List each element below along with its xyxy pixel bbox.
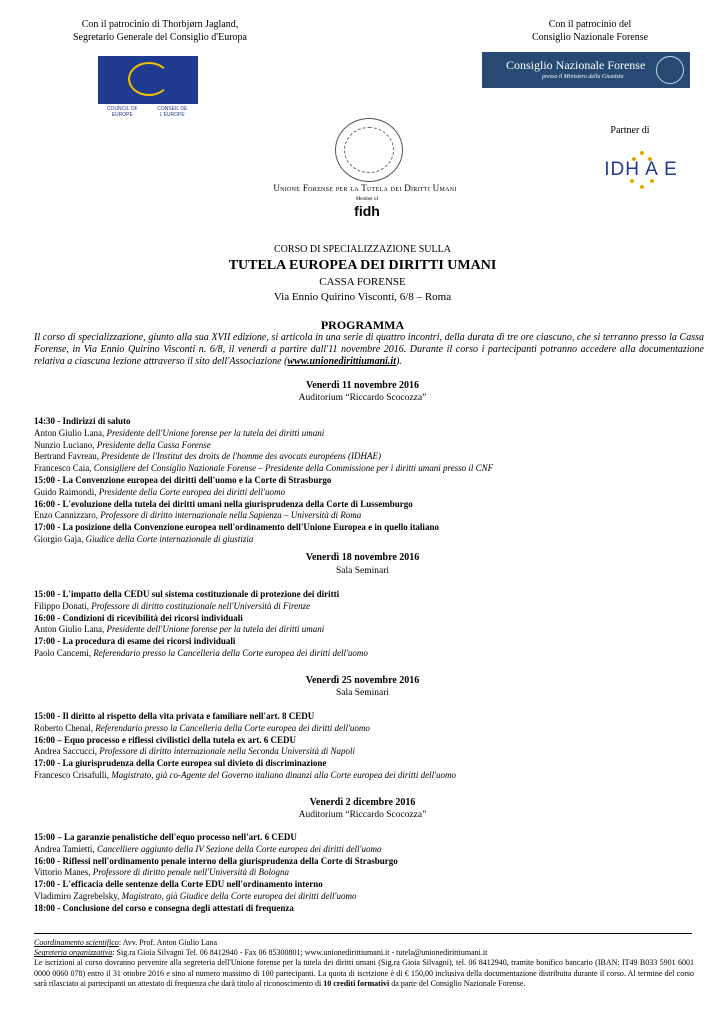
session-title: 17:00 - L'efficacia delle sentenze della Corte EDU nell'ordinamento interno (34, 879, 323, 890)
patronage-left-line2: Segretario Generale del Consiglio d'Europa (73, 32, 247, 43)
session-line (34, 879, 714, 891)
footer-divider (34, 933, 692, 934)
speaker-line (34, 770, 714, 782)
speaker-role: Professore di diritto costituzionale nell'Università di Firenze (91, 600, 311, 611)
patronage-right-line1: Con il patrocinio del (548, 19, 632, 30)
registration-text: Le iscrizioni al corso dovranno pervenire alla segreteria dell'Unione forense per la tutela dei diritti umani (Sig.ra Gioia Silvagni), tel. 06 8412940, tramite bonifico bancario (IBAN: IT49 B033 5901 6001 0000 0060 078) entro il 31 ottobre 2016 e sino al numero massimo di 100 partecipanti. La quota di iscrizione è di € 150,00 inclusiva della documentazione distribuita durante il corso. Al termine del corso sarà rilasciato ai partecipanti un attestato di frequenza che darà titolo al riconoscimento di (34, 958, 694, 988)
speaker-role: Professore di diritto internazionale nella Seconda Università di Napoli (99, 746, 356, 757)
speaker-name: Vittorio Manes, (34, 867, 93, 878)
speaker-name: Andrea Saccucci, (34, 746, 100, 757)
course-address: Via Ennio Quirino Visconti, 6/8 – Roma (273, 291, 452, 303)
day-venue: Sala Seminari (335, 688, 390, 698)
speaker-name: Enzo Cannizzaro, (34, 510, 101, 521)
idhae-star-icon (640, 151, 644, 155)
day-venue: Sala Seminari (335, 566, 390, 576)
patronage-left (30, 18, 290, 44)
speaker-role: Presidente dell'Unione forense per la tutela dei diritti umani (106, 624, 325, 635)
speaker-line (34, 487, 714, 499)
session-title: 17:00 - La posizione della Convenzione europea nell'ordinamento dell'Unione Europea e in quello italiano (34, 522, 439, 533)
patronage-left-line1: Con il patrocinio di Thorbjørn Jagland, (81, 19, 239, 30)
fidh-member-label: Member of (355, 197, 379, 202)
council-of-europe-logo (98, 56, 198, 120)
speaker-line (34, 648, 714, 660)
coord-text: : Avv. Prof. Anton Giulio Lana (118, 938, 218, 947)
session-line (34, 636, 714, 648)
programma-intro (34, 332, 704, 368)
credits-text: 10 crediti formativi (323, 978, 390, 988)
speaker-role: Giudice della Corte internazionale di giustizia (85, 533, 254, 544)
session-title: 16:00 - Riflessi nell'ordinamento penale interno della giurisprudenza della Corte di Strasburgo (34, 855, 398, 866)
ufs-seal-icon (335, 118, 403, 182)
speaker-line (34, 601, 714, 613)
speaker-line (34, 440, 714, 452)
speaker-role: Referendario presso la Cancelleria della Corte europea dei diritti dell'uomo (95, 722, 370, 733)
session-line (34, 832, 714, 844)
session-line (34, 613, 714, 625)
idhae-logo (596, 145, 686, 193)
session-title: 16:00 - L'evoluzione della tutela dei diritti umani nella giurisprudenza della Corte di Lussemburgo (34, 498, 413, 509)
speaker-role: Presidente della Corte europea dei diritti dell'uomo (98, 486, 285, 497)
fidh-logo: fidh (354, 203, 380, 219)
speaker-role: Professore di diritto internazionale nella Sapienza – Università di Roma (100, 510, 362, 521)
session-title: 17:00 - La giurisprudenza della Corte europea sul divieto di discriminazione (34, 758, 327, 769)
speaker-name: Nunzio Luciano, (34, 439, 97, 450)
speaker-name: Giorgio Gaja, (34, 533, 86, 544)
speaker-name: Andrea Tamietti, (34, 843, 97, 854)
speaker-name: Anton Giulio Lana, (34, 624, 107, 635)
speaker-role: Presidente dell'Unione forense per la tutela dei diritti umani (106, 427, 325, 438)
cnf-logo (482, 52, 690, 88)
session-title: 16:00 – Equo processo e riflessi civilistici della tutela ex art. 6 CEDU (34, 734, 297, 745)
footer (34, 938, 694, 989)
session-line (34, 758, 714, 770)
speaker-name: Anton Giulio Lana, (34, 427, 107, 438)
day-date: Venerdì 18 novembre 2016 (305, 552, 420, 563)
footer-secretariat (34, 948, 694, 958)
day-schedule (34, 416, 714, 546)
speaker-name: Paolo Cancemi, (34, 647, 94, 658)
coe-logo-labels (98, 104, 198, 120)
idhae-star-icon (640, 185, 644, 189)
speaker-name: Bertrand Favreau, (34, 451, 102, 462)
registration-end: da parte del Consiglio Nazionale Forense. (389, 978, 526, 988)
speaker-line (34, 534, 714, 546)
speaker-name: Filippo Donati, (34, 600, 92, 611)
speaker-name: Roberto Chenal, (34, 722, 96, 733)
course-venue: CASSA FORENSE (319, 276, 406, 288)
day-date: Venerdì 11 novembre 2016 (305, 380, 420, 391)
programma-heading: PROGRAMMA (320, 318, 405, 332)
patronage-right (470, 18, 710, 44)
speaker-line (34, 510, 714, 522)
speaker-line (34, 867, 714, 879)
speaker-name: Guido Raimondi, (34, 486, 99, 497)
session-title: 14:30 - Indirizzi di saluto (34, 416, 131, 426)
session-line (34, 499, 714, 511)
day-venue: Auditorium “Riccardo Scocozza” (298, 393, 427, 403)
session-line (34, 475, 714, 487)
cnf-logo-title: Consiglio Nazionale Forense (506, 58, 646, 72)
speaker-role: Consigliere del Consiglio Nazionale Forense – Presidente della Commissione per i diritti umani presso il CNF (93, 463, 494, 474)
speaker-line (34, 844, 714, 856)
course-kicker: CORSO DI SPECIALIZZAZIONE SULLA (274, 244, 451, 255)
day-date: Venerdì 25 novembre 2016 (305, 675, 420, 686)
patronage-right-line2: Consiglio Nazionale Forense (531, 32, 649, 43)
day-schedule (34, 832, 714, 915)
session-title: 15:00 - La Convenzione europea dei diritti dell'uomo e la Corte di Strasburgo (34, 474, 332, 485)
cnf-logo-subtitle: presso il Ministero della Giustizia (542, 74, 624, 80)
session-title: 15:00 - L'impatto della CEDU sul sistema costituzionale di protezione dei diritti (34, 589, 340, 599)
coe-stars-ring-icon (128, 62, 170, 96)
ufs-name: Unione Forense per la Tutela dei Diritti Umani (273, 183, 457, 193)
session-title: 16:00 - Condizioni di ricevibilità dei ricorsi individuali (34, 612, 243, 623)
day-date: Venerdì 2 dicembre 2016 (309, 797, 416, 808)
speaker-line (34, 624, 714, 636)
speaker-line (34, 451, 714, 463)
day-schedule (34, 711, 714, 782)
footer-registration (34, 958, 694, 989)
speaker-role: Magistrato, già Giudice della Corte europea dei diritti dell'uomo (121, 890, 357, 901)
speaker-role: Cancelliere aggiunto della IV Sezione della Corte europea dei diritti dell'uomo (96, 843, 382, 854)
coord-label: Coordinamento scientifico (34, 938, 119, 947)
footer-coordination (34, 938, 694, 948)
partner-label: Partner di (610, 125, 650, 136)
seg-text: : Sig.ra Gioia Silvagni Tel. 06 8412940 - Fax 06 85300801; www.unionedirittiumani.it - tutela@unionedirittiumani.it (112, 948, 488, 958)
speaker-line (34, 428, 714, 440)
session-line (34, 856, 714, 868)
speaker-role: Presidente de l'Institut des droits de l'homme des avocats européens (IDHAE) (101, 451, 382, 462)
session-line (34, 711, 714, 723)
session-title: 18:00 - Conclusione del corso e consegna degli attestati di frequenza (34, 902, 294, 913)
day-schedule (34, 589, 714, 660)
intro-link[interactable]: www.unionedirittiumani.it (287, 356, 396, 367)
session-line (34, 589, 714, 601)
idhae-logo-text: IDH A E (604, 159, 678, 180)
course-title: TUTELA EUROPEA DEI DIRITTI UMANI (228, 258, 497, 273)
session-line (34, 903, 714, 915)
coe-label-en: COUNCIL OF EUROPE (106, 106, 138, 118)
speaker-role: Referendario presso la Cancelleria della Corte europea dei diritti dell'uomo (93, 647, 368, 658)
coe-label-fr: CONSEIL DE L'EUROPE (157, 106, 188, 118)
speaker-line (34, 746, 714, 758)
session-title: 17:00 - La procedura di esame dei ricorsi individuali (34, 636, 236, 647)
day-venue: Auditorium “Riccardo Scocozza” (298, 810, 427, 820)
speaker-role: Presidente della Cassa Forense (96, 439, 211, 450)
intro-text: Il corso di specializzazione, giunto alla sua XVII edizione, si articola in una serie di quattro incontri, della durata di tre ore ciascuno, che si terranno presso la Cassa Forense, in Via Ennio Quirino Visconti n. 6/8, il venerdì a partire dall'11 novembre 2016. Durante il corso i partecipanti potranno accedere alla documentazione relativa a ciascuna lezione attraverso il sito dell'Associazione ( (34, 332, 704, 367)
intro-end: ). (395, 356, 402, 367)
speaker-line (34, 723, 714, 735)
speaker-line (34, 463, 714, 475)
speaker-name: Francesco Caia, (34, 463, 94, 474)
speaker-name: Vladimiro Zagrebelsky, (34, 890, 122, 901)
speaker-role: Magistrato, già co-Agente del Governo italiano dinanzi alla Corte europea dei diritti dell'uomo (111, 769, 457, 780)
session-line (34, 522, 714, 534)
speaker-line (34, 891, 714, 903)
session-line (34, 735, 714, 747)
session-title: 15:00 - Il diritto al rispetto della vita privata e familiare nell'art. 8 CEDU (34, 711, 315, 721)
seg-label: Segreteria organizzativa (34, 948, 113, 958)
session-title: 15:00 – La garanzie penalistiche dell'equo processo nell'art. 6 CEDU (34, 832, 297, 842)
republic-seal-icon (656, 56, 684, 84)
speaker-name: Francesco Crisafulli, (34, 769, 112, 780)
session-line (34, 416, 714, 428)
speaker-role: Professore di diritto penale nell'Università di Bologna (92, 867, 289, 878)
